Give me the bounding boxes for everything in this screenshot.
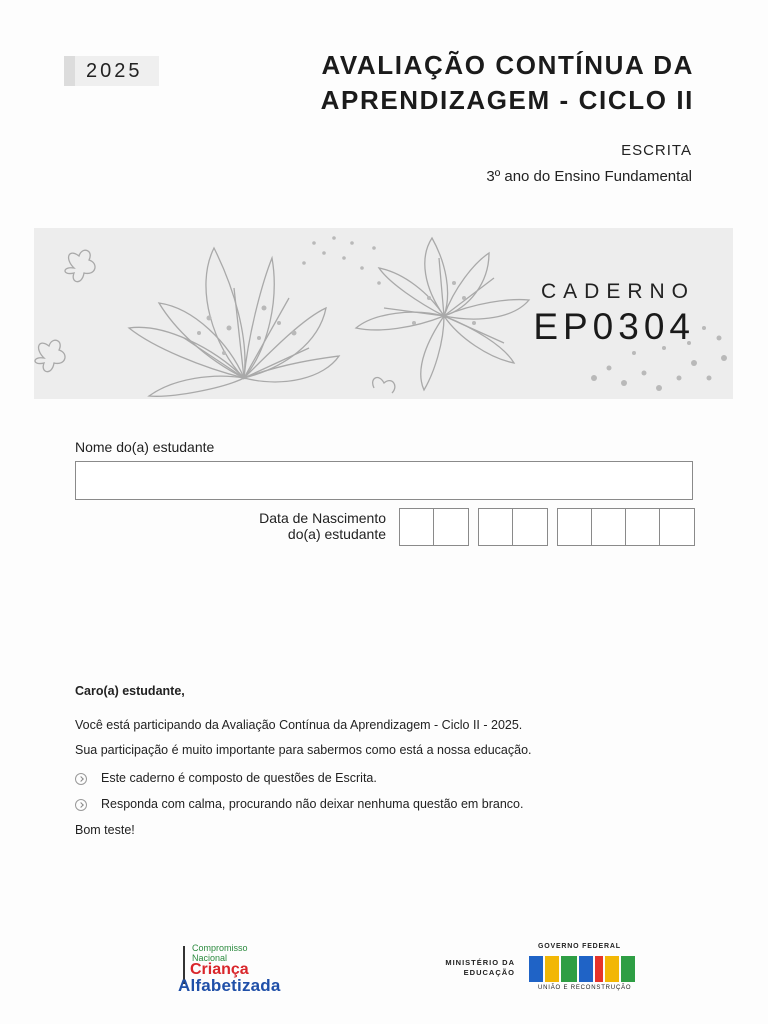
birth-date-label-line1: Data de Nascimento — [259, 510, 386, 526]
birth-month-digit[interactable] — [479, 509, 513, 545]
page-title — [321, 48, 694, 118]
birth-year-digit[interactable] — [592, 509, 626, 545]
logo-line-3: Criança — [190, 961, 249, 978]
birth-day-boxes[interactable] — [399, 508, 469, 546]
logo-line-2: Nacional — [192, 953, 228, 963]
birth-date-label — [259, 510, 386, 542]
grade: 3º ano do Ensino Fundamental — [486, 168, 692, 185]
birth-year-boxes[interactable] — [557, 508, 695, 546]
greeting: Caro(a) estudante, — [75, 684, 185, 698]
paragraph-2: Sua participação é muito importante para sabermos como está a nossa educação. — [75, 743, 532, 757]
crianca-alfabetizada-logo — [180, 942, 304, 998]
year-text: 2025 — [86, 60, 143, 82]
government-tagline: UNIÃO E RECONSTRUÇÃO — [538, 985, 632, 991]
government-logo — [443, 942, 639, 996]
birth-date-label-line2: do(a) estudante — [287, 526, 386, 542]
title-line-2: APRENDIZAGEM - CICLO II — [320, 85, 694, 115]
birth-year-digit[interactable] — [558, 509, 592, 545]
booklet-label: CADERNO — [540, 280, 695, 303]
list-item — [75, 797, 695, 811]
student-letter — [75, 684, 695, 837]
birth-day-digit[interactable] — [434, 509, 468, 545]
logo-line-4: Alfabetizada — [178, 976, 281, 995]
arrow-circle-icon — [75, 799, 87, 811]
ministry-name — [443, 958, 515, 978]
arrow-circle-icon — [75, 773, 87, 785]
year-badge — [64, 56, 159, 86]
title-line-1: AVALIAÇÃO CONTÍNUA DA — [321, 50, 694, 80]
birth-month-digit[interactable] — [513, 509, 547, 545]
closing: Bom teste! — [75, 823, 135, 837]
ministry-line-2: EDUCAÇÃO — [463, 968, 515, 977]
student-name-field[interactable] — [75, 461, 693, 500]
list-item — [75, 771, 695, 785]
logo-line-1: Compromisso — [192, 943, 248, 953]
cover-banner — [34, 228, 733, 399]
brasil-wordmark — [529, 954, 635, 984]
birth-month-boxes[interactable] — [478, 508, 548, 546]
list-item-text: Este caderno é composto de questões de Escrita. — [101, 771, 377, 785]
government-label: GOVERNO FEDERAL — [538, 943, 621, 950]
birth-year-digit[interactable] — [660, 509, 694, 545]
paragraph-1: Você está participando da Avaliação Contínua da Aprendizagem - Ciclo II - 2025. — [75, 718, 523, 732]
ministry-line-1: MINISTÉRIO DA — [445, 958, 515, 967]
birth-year-digit[interactable] — [626, 509, 660, 545]
birth-day-digit[interactable] — [400, 509, 434, 545]
booklet-code: EP0304 — [533, 306, 695, 347]
subject: ESCRITA — [621, 142, 692, 159]
list-item-text: Responda com calma, procurando não deixar nenhuma questão em branco. — [101, 797, 524, 811]
student-name-label: Nome do(a) estudante — [75, 439, 215, 455]
